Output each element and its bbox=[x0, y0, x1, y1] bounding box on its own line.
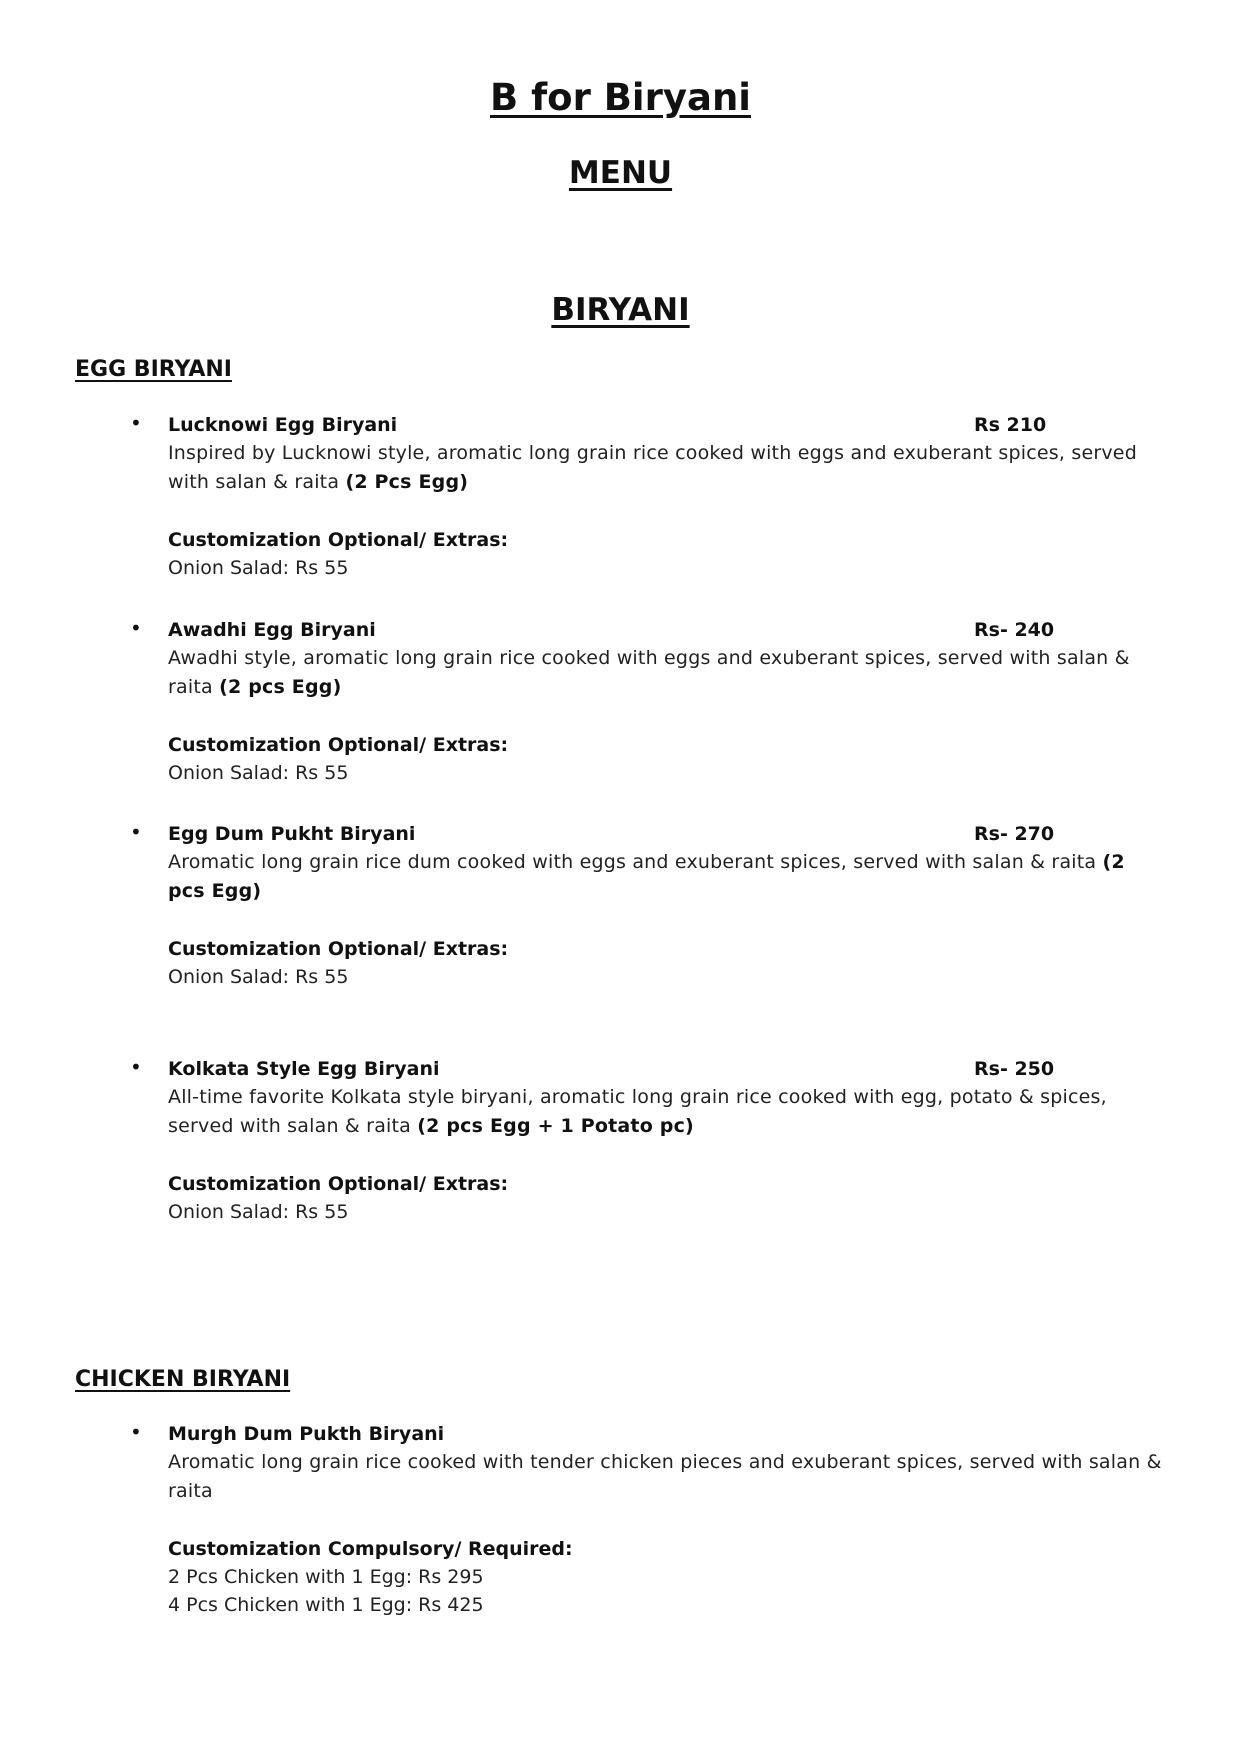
item-description: Inspired by Lucknowi style, aromatic long grain rice cooked with eggs and exuberant spices, served with salan & raita (2 Pcs Egg) bbox=[168, 442, 1137, 493]
customization-option: Onion Salad: Rs 55 bbox=[168, 762, 349, 784]
item-description: Aromatic long grain rice dum cooked with eggs and exuberant spices, served with salan & raita (2 pcs Egg) bbox=[168, 851, 1125, 902]
item-name: Awadhi Egg Biryani bbox=[168, 619, 376, 641]
menu-item bbox=[130, 411, 1168, 582]
item-description: All-time favorite Kolkata style biryani, aromatic long grain rice cooked with egg, potato & spices, served with salan & raita (2 pcs Egg + 1 Potato pc) bbox=[168, 1086, 1107, 1137]
bullet-icon: • bbox=[130, 411, 142, 435]
menu-item bbox=[130, 1055, 1168, 1226]
customization-option: Onion Salad: Rs 55 bbox=[168, 966, 349, 988]
item-name: Egg Dum Pukht Biryani bbox=[168, 823, 416, 845]
item-portion: (2 Pcs Egg) bbox=[345, 471, 469, 493]
bullet-icon: • bbox=[130, 1420, 142, 1444]
category-heading: BIRYANI bbox=[551, 292, 690, 328]
menu-item bbox=[130, 1420, 1168, 1619]
customization-option: Onion Salad: Rs 55 bbox=[168, 557, 349, 579]
section-title-chicken-biryani: CHICKEN BIRYANI bbox=[75, 1367, 291, 1392]
bullet-icon: • bbox=[130, 1055, 142, 1079]
bullet-icon: • bbox=[130, 616, 142, 640]
item-description: Awadhi style, aromatic long grain rice cooked with eggs and exuberant spices, served with salan & raita (2 pcs Egg) bbox=[168, 647, 1130, 698]
item-price: Rs 210 bbox=[974, 414, 1047, 436]
customization-label: Customization Optional/ Extras: bbox=[168, 734, 509, 756]
customization-label: Customization Compulsory/ Required: bbox=[168, 1538, 573, 1560]
item-portion: (2 pcs Egg) bbox=[168, 851, 1125, 902]
bullet-icon: • bbox=[130, 820, 142, 844]
menu-item bbox=[130, 616, 1168, 787]
item-price: Rs- 250 bbox=[974, 1058, 1055, 1080]
item-price: Rs- 240 bbox=[974, 619, 1055, 641]
customization-option: 2 Pcs Chicken with 1 Egg: Rs 295 bbox=[168, 1566, 484, 1588]
item-name: Murgh Dum Pukth Biryani bbox=[168, 1423, 445, 1445]
item-name: Kolkata Style Egg Biryani bbox=[168, 1058, 440, 1080]
item-name: Lucknowi Egg Biryani bbox=[168, 414, 398, 436]
customization-label: Customization Optional/ Extras: bbox=[168, 1173, 509, 1195]
section-title-egg-biryani: EGG BIRYANI bbox=[75, 357, 232, 382]
customization-label: Customization Optional/ Extras: bbox=[168, 529, 509, 551]
customization-option: 4 Pcs Chicken with 1 Egg: Rs 425 bbox=[168, 1594, 484, 1616]
item-price: Rs- 270 bbox=[974, 823, 1055, 845]
customization-label: Customization Optional/ Extras: bbox=[168, 938, 509, 960]
restaurant-title: B for Biryani bbox=[490, 76, 751, 119]
item-description: Aromatic long grain rice cooked with tender chicken pieces and exuberant spices, served with salan & raita bbox=[168, 1451, 1162, 1502]
menu-heading: MENU bbox=[568, 155, 673, 191]
customization-option: Onion Salad: Rs 55 bbox=[168, 1201, 349, 1223]
menu-item bbox=[130, 820, 1168, 991]
item-portion: (2 pcs Egg + 1 Potato pc) bbox=[417, 1115, 694, 1137]
item-portion: (2 pcs Egg) bbox=[219, 676, 342, 698]
